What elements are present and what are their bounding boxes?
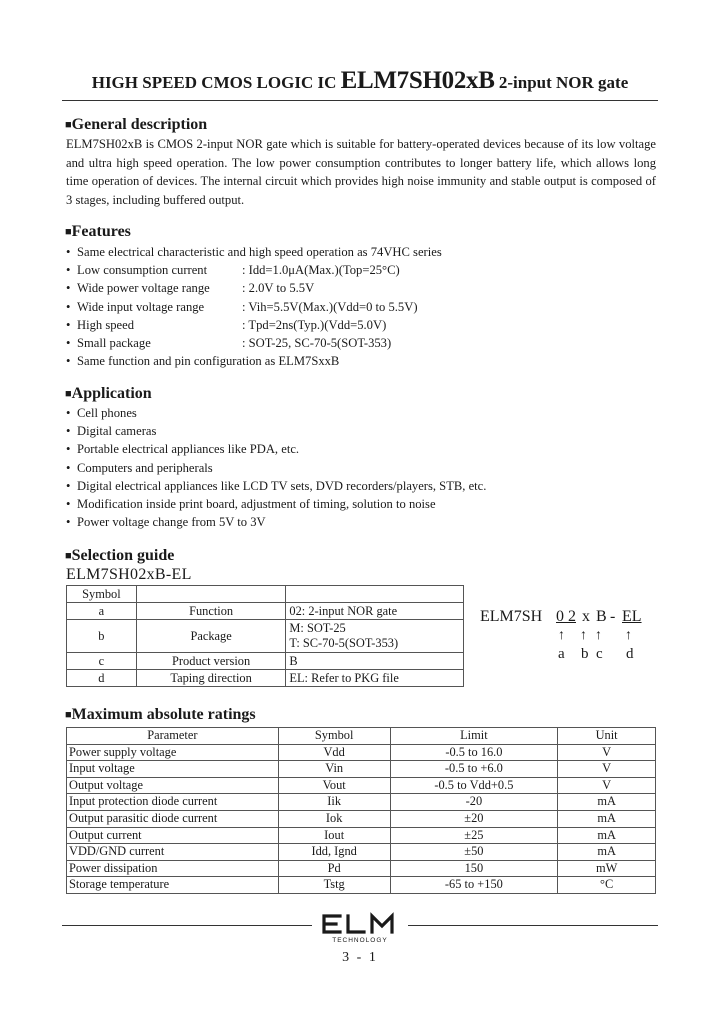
- ordering-label-c: c: [596, 646, 603, 662]
- header-rule: [62, 100, 658, 101]
- list-item: • Cell phones: [66, 404, 666, 422]
- table-row: Output parasitic diode current Iok ±20 mA: [67, 810, 656, 827]
- table-row: Input voltage Vin -0.5 to +6.0 V: [67, 761, 656, 778]
- square-bullet-icon: ■: [65, 119, 72, 131]
- list-item: • Modification inside print board, adjustment of timing, solution to noise: [66, 495, 666, 513]
- arrow-up-icon: ↑: [558, 628, 565, 643]
- elm-logo: [316, 910, 404, 944]
- bullet-icon: •: [66, 478, 71, 493]
- bullet-icon: •: [66, 460, 71, 475]
- page-number: 3 - 1: [342, 950, 378, 965]
- selection-table: [66, 585, 464, 687]
- arrow-up-icon: ↑: [595, 628, 602, 643]
- table-row: VDD/GND current Idd, Ignd ±50 mA: [67, 844, 656, 861]
- table-header-row: Parameter Symbol Limit Unit: [67, 728, 656, 745]
- table-row: Power supply voltage Vdd -0.5 to 16.0 V: [67, 744, 656, 761]
- list-item: • Small package : SOT-25, SC-70-5(SOT-353): [66, 334, 666, 352]
- bullet-icon: •: [66, 515, 71, 530]
- table-row: Input protection diode current Iik -20 mA: [67, 794, 656, 811]
- table-row: c Product version B: [67, 653, 464, 670]
- ordering-label-d: d: [626, 646, 634, 662]
- table-row: Storage temperature Tstg -65 to +150 °C: [67, 877, 656, 894]
- table-row: Power dissipation Pd 150 mW: [67, 860, 656, 877]
- ordering-a: 0 2: [556, 608, 576, 625]
- bullet-icon: •: [66, 317, 71, 332]
- table-row: Output current Iout ±25 mA: [67, 827, 656, 844]
- bullet-icon: •: [66, 496, 71, 511]
- ordering-label-b: b: [581, 646, 589, 662]
- table-row: a Function 02: 2-input NOR gate: [67, 603, 464, 620]
- list-item: • Computers and peripherals: [66, 459, 666, 477]
- ratings-table: [66, 727, 656, 894]
- header-suffix: 2-input NOR gate: [498, 73, 629, 92]
- table-row: d Taping direction EL: Refer to PKG file: [67, 670, 464, 687]
- list-item: • High speed : Tpd=2ns(Typ.)(Vdd=5.0V): [66, 316, 666, 334]
- bullet-icon: •: [66, 442, 71, 457]
- list-item: • Digital electrical appliances like LCD TV sets, DVD recorders/players, STB, etc.: [66, 477, 666, 495]
- page-header: [0, 68, 720, 96]
- ordering-d: EL: [622, 608, 642, 625]
- list-item: • Power voltage change from 5V to 3V: [66, 513, 666, 531]
- footer-rule-right: [408, 925, 658, 926]
- square-bullet-icon: ■: [65, 226, 72, 238]
- bullet-icon: •: [66, 263, 71, 278]
- table-row: [67, 586, 464, 603]
- part-number: ELM7SH02xB: [340, 67, 495, 94]
- section-title-features: ■Features: [65, 223, 131, 240]
- section-title-application: ■Application: [65, 385, 152, 402]
- bullet-icon: •: [66, 245, 71, 259]
- ordering-prefix: ELM7SH: [480, 608, 543, 625]
- square-bullet-icon: ■: [65, 550, 72, 562]
- application-list: [66, 404, 666, 531]
- bullet-icon: •: [66, 424, 71, 439]
- bullet-icon: •: [66, 354, 71, 369]
- bullet-icon: •: [66, 299, 71, 314]
- list-item: • Same electrical characteristic and high speed operation as 74VHC series: [66, 243, 666, 261]
- features-list: [66, 243, 666, 370]
- header-prefix: HIGH SPEED CMOS LOGIC IC: [91, 73, 337, 92]
- list-item: • Low consumption current : Idd=1.0μA(Max.)(Top=25°C): [66, 261, 666, 279]
- selection-code: ELM7SH02xB-EL: [66, 566, 192, 583]
- bullet-icon: •: [66, 406, 71, 420]
- list-item: • Digital cameras: [66, 422, 666, 440]
- list-item: • Portable electrical appliances like PDA, etc.: [66, 440, 666, 458]
- table-row: b Package M: SOT-25 T: SC-70-5(SOT-353): [67, 620, 464, 653]
- list-item: • Wide input voltage range : Vih=5.5V(Max.)(Vdd=0 to 5.5V): [66, 298, 666, 316]
- symbol-header: Symbol: [67, 586, 137, 603]
- section-title-ratings: ■Maximum absolute ratings: [65, 706, 256, 723]
- arrow-up-icon: ↑: [625, 628, 632, 643]
- ordering-label-a: a: [558, 646, 565, 662]
- square-bullet-icon: ■: [65, 709, 72, 721]
- list-item: • Same function and pin configuration as ELM7SxxB: [66, 352, 666, 370]
- table-row: Output voltage Vout -0.5 to Vdd+0.5 V: [67, 777, 656, 794]
- general-description-text: ELM7SH02xB is CMOS 2-input NOR gate which is suitable for battery-operated devices because of its low voltage and ultra high speed operation. The low power consumption contributes to longer battery life, which allows long time operation of devices. The internal circuit which provides high noise immunity and stable output is composed of 3 stages, including buffered output.: [66, 137, 656, 207]
- list-item: • Wide power voltage range : 2.0V to 5.5V: [66, 279, 666, 297]
- bullet-icon: •: [66, 335, 71, 350]
- arrow-up-icon: ↑: [580, 628, 587, 643]
- square-bullet-icon: ■: [65, 388, 72, 400]
- footer-rule-left: [62, 925, 312, 926]
- logo-subtext: TECHNOLOGY: [332, 937, 388, 944]
- ordering-b: x: [582, 608, 590, 625]
- ordering-dash: -: [610, 608, 616, 625]
- section-title-selection: ■Selection guide: [65, 547, 175, 564]
- ordering-c: B: [596, 608, 607, 625]
- bullet-icon: •: [66, 281, 71, 296]
- section-title-general: ■General description: [65, 116, 208, 133]
